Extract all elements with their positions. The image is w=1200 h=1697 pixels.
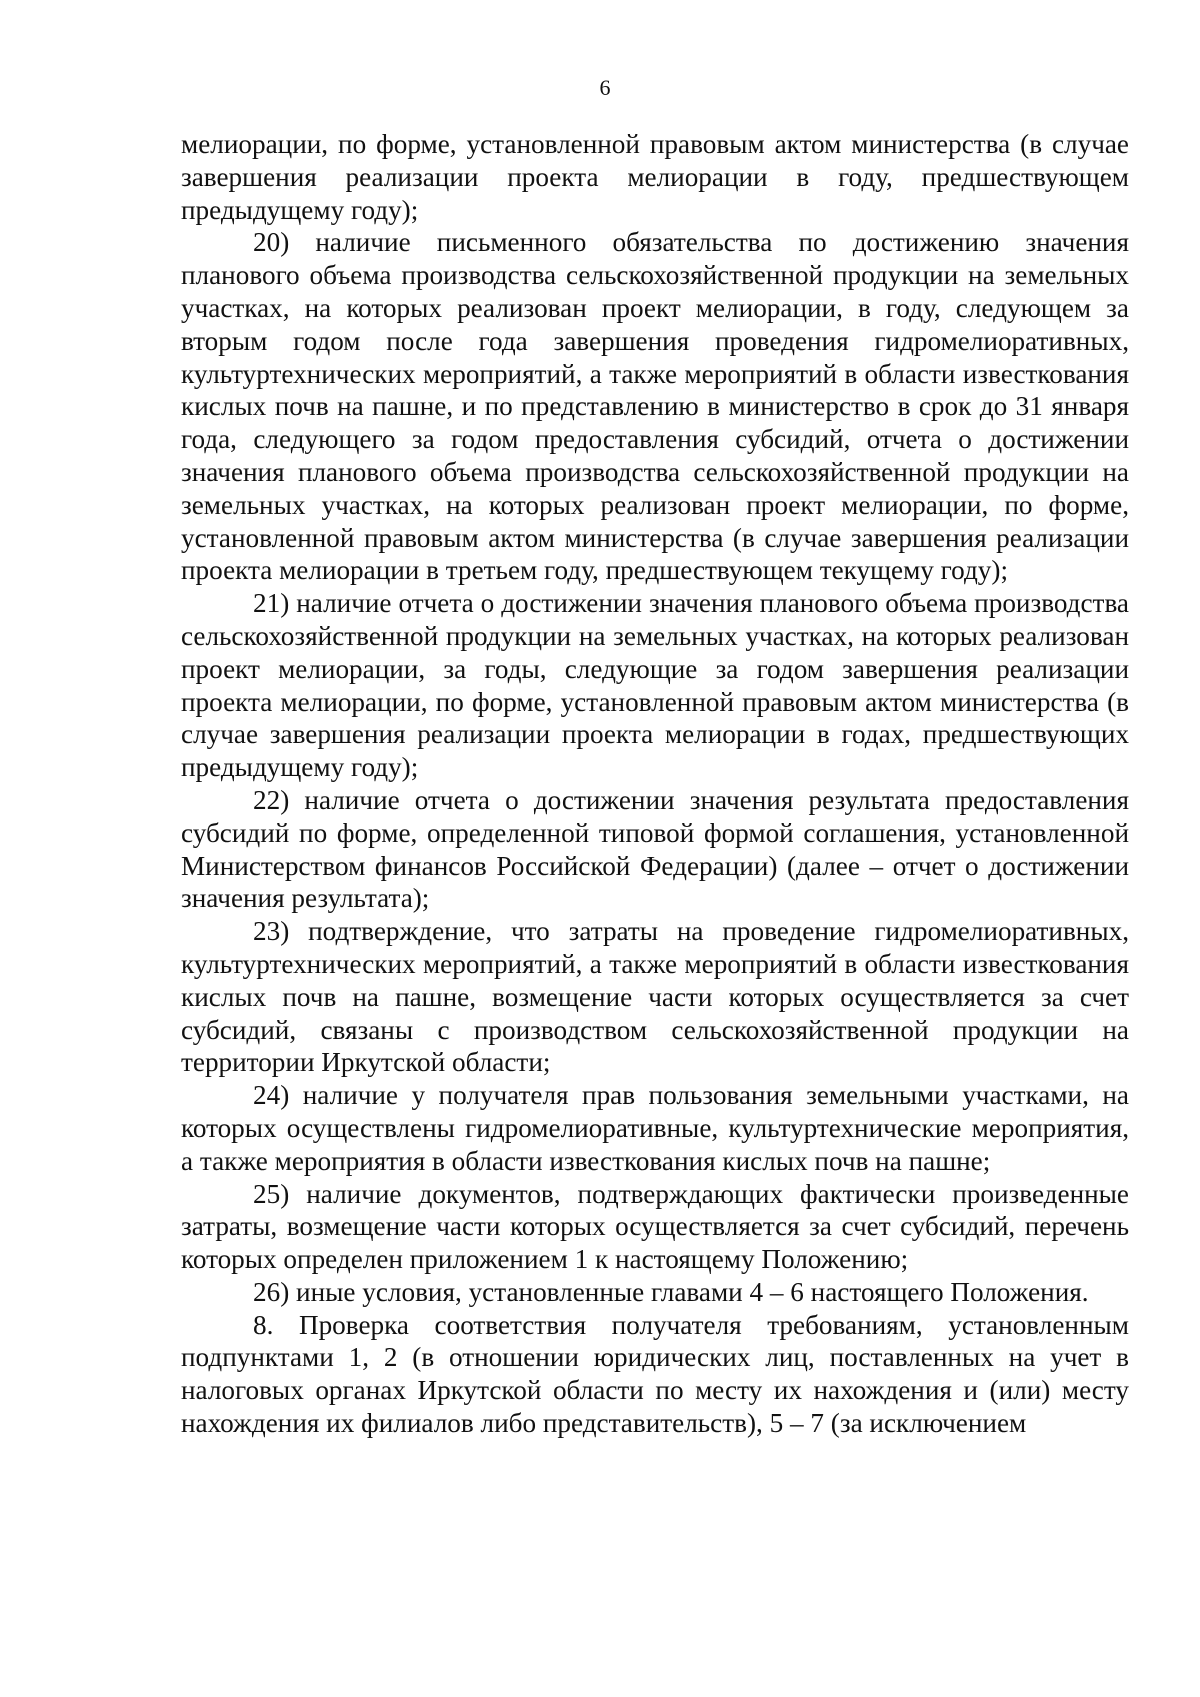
document-body [181, 128, 1129, 1440]
paragraph-item-21: 21) наличие отчета о достижении значения планового объема производства сельскохозяйственной продукции на земельных участках, на которых реализован проект мелиорации, за годы, следующие за годом завершения реализации проекта мелиорации, по форме, установленной правовым актом министерства (в случае завершения реализации проекта мелиорации в годах, предшествующих предыдущему году); [181, 588, 1129, 783]
paragraph-item-25: 25) наличие документов, подтверждающих фактически произведенные затраты, возмещение части которых осуществляется за счет субсидий, перечень которых определен приложением 1 к настоящему Положению; [181, 1178, 1129, 1275]
paragraph-section-8: 8. Проверка соответствия получателя требованиям, установленным подпунктами 1, 2 (в отношении юридических лиц, поставленных на учет в налоговых органах Иркутской области по месту их нахождения и (или) месту нахождения их филиалов либо представительств), 5 – 7 (за исключением [181, 1309, 1129, 1439]
paragraph-item-26: 26) иные условия, установленные главами 4 – 6 настоящего Положения. [253, 1276, 1089, 1307]
paragraph-item-23: 23) подтверждение, что затраты на проведение гидромелиоративных, культуртехнических мероприятий, а также мероприятий в области известкования кислых почв на пашне, возмещение части которых осуществляется за счет субсидий, связаны с производством сельскохозяйственной продукции на территории Иркутской области; [181, 916, 1129, 1078]
paragraph-item-22: 22) наличие отчета о достижении значения результата предоставления субсидий по форме, определенной типовой формой соглашения, установленной Министерством финансов Российской Федерации) (далее – отчет о достижении значения результата); [181, 784, 1129, 914]
page-number: 6 [599, 75, 611, 100]
paragraph-continuation: мелиорации, по форме, установленной правовым актом министерства (в случае завершения реализации проекта мелиорации в году, предшествующем предыдущему году); [181, 129, 1129, 225]
paragraph-item-20: 20) наличие письменного обязательства по достижению значения планового объема производства сельскохозяйственной продукции на земельных участках, на которых реализован проект мелиорации, в году, следующем за вторым годом после года завершения проведения гидромелиоративных, культуртехнических мероприятий, а также мероприятий в области известкования кислых почв на пашне, и по представлению в министерство в срок до 31 января года, следующего за годом предоставления субсидий, отчета о достижении значения планового объема производства сельскохозяйственной продукции на земельных участках, на которых реализован проект мелиорации, по форме, установленной правовым актом министерства (в случае завершения реализации проекта мелиорации в третьем году, предшествующем текущему году); [181, 227, 1129, 586]
paragraph-item-24: 24) наличие у получателя прав пользования земельными участками, на которых осуществлены гидромелиоративные, культуртехнические мероприятия, а также мероприятия в области известкования кислых почв на пашне; [181, 1080, 1129, 1176]
